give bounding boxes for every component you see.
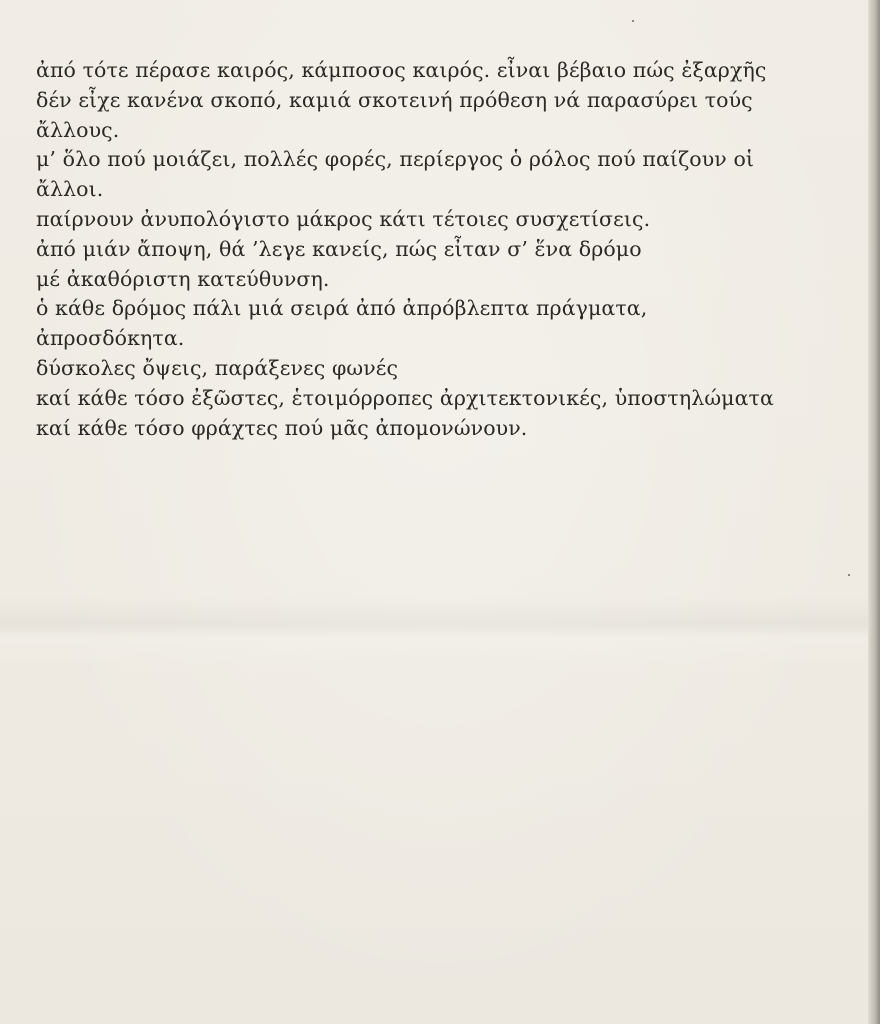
poem-text-block [36, 56, 836, 443]
poem-line: καί κάθε τόσο φράχτες πού μᾶς ἀπομονώνουν. [36, 415, 528, 440]
page-right-edge [868, 0, 880, 1024]
poem-line: ἄλλοι. [36, 177, 104, 202]
page-fold-shadow [0, 596, 870, 666]
poem-line: μέ ἀκαθόριστη κατεύθυνση. [36, 266, 330, 291]
poem-line: δέν εἶχε κανένα σκοπό, καμιά σκοτεινή πρόθεση νά παρασύρει τούς [36, 87, 753, 112]
poem-line: ἀπό μιάν ἄποψη, θά ’λεγε κανείς, πώς εἶταν σ’ ἕνα δρόμο [36, 236, 642, 261]
poem-line: ἄλλους. [36, 117, 120, 142]
poem-line: δύσκολες ὄψεις, παράξενες φωνές [36, 355, 399, 380]
poem-line: ἀπροσδόκητα. [36, 326, 185, 351]
poem-line: μ’ ὅλο πού μοιάζει, πολλές φορές, περίεργος ὁ ρόλος πού παίζουν οἱ [36, 147, 755, 172]
paper-speck [848, 574, 850, 576]
poem-line: παίρνουν ἀνυπολόγιστο μάκρος κάτι τέτοιες συσχετίσεις. [36, 206, 651, 231]
paper-speck [632, 20, 634, 22]
poem-line: ὁ κάθε δρόμος πάλι μιά σειρά ἀπό ἀπρόβλεπτα πράγματα, [36, 296, 648, 321]
poem-line: καί κάθε τόσο ἐξῶστες, ἑτοιμόρροπες ἀρχιτεκτονικές, ὑποστηλώματα [36, 385, 774, 410]
poem-line: ἀπό τότε πέρασε καιρός, κάμποσος καιρός. εἶναι βέβαιο πώς ἐξαρχῆς [36, 58, 767, 82]
